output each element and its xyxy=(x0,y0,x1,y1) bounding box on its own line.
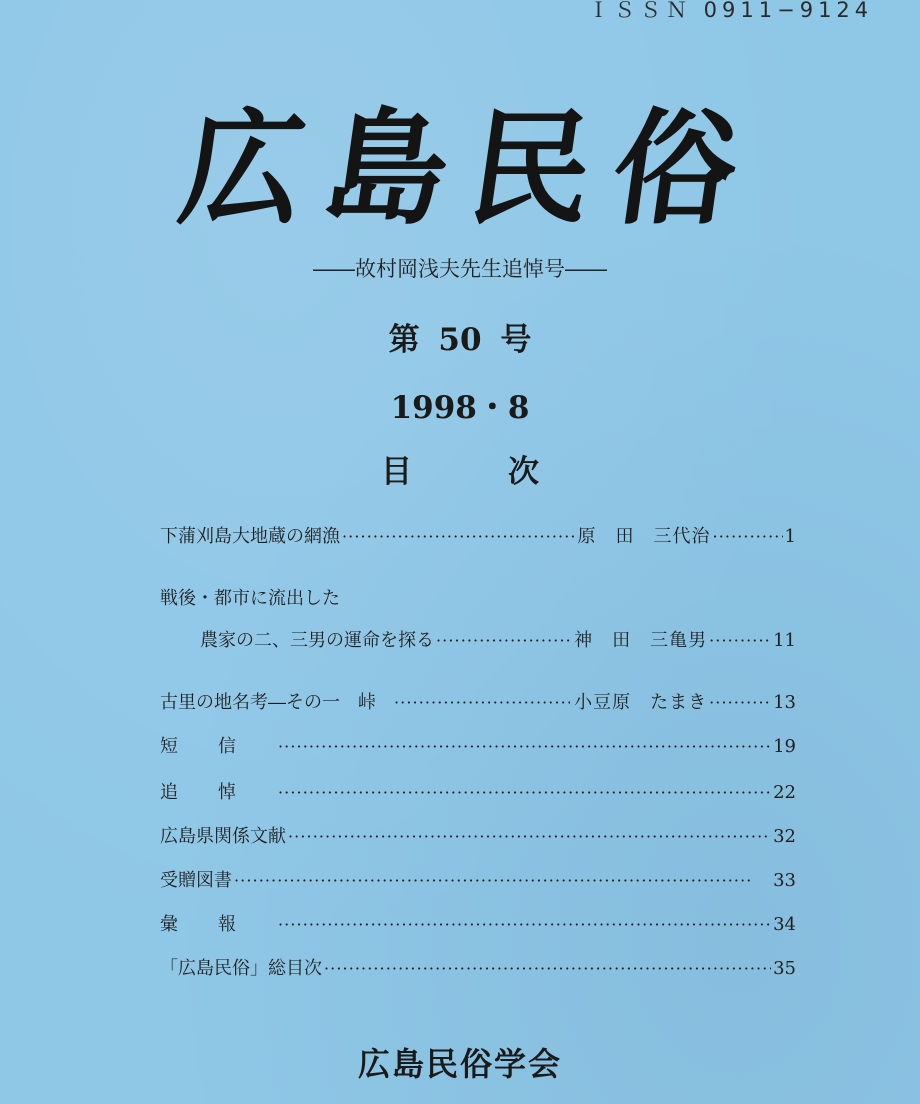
toc-entry-title: 古里の地名考―その一 峠 xyxy=(160,692,376,713)
toc-entry-title: 追悼 xyxy=(160,782,276,803)
toc-entry-page: 33 xyxy=(773,870,796,891)
toc-entry-title: 受贈図書 xyxy=(160,870,232,891)
issue-number: 第 50 号 xyxy=(388,322,532,358)
toc-leader-dots xyxy=(709,624,771,658)
toc-entry-title: 短信 xyxy=(160,736,276,757)
toc-entry xyxy=(160,730,796,764)
toc-entry-title: 農家の二、三男の運命を探る xyxy=(200,630,434,651)
toc-entry-page: 32 xyxy=(773,826,796,847)
toc-entry-author: 小豆原 たまき xyxy=(574,692,708,713)
toc-leader-dots xyxy=(436,624,570,658)
toc-leader-dots xyxy=(324,952,771,986)
toc-entry-page: 13 xyxy=(773,692,796,713)
toc-entry xyxy=(160,820,796,854)
toc-entry xyxy=(160,864,796,898)
toc-entry-title: 広島県関係文献 xyxy=(160,826,286,847)
toc-entry xyxy=(160,520,796,554)
toc-entry xyxy=(160,582,796,616)
toc-leader-dots xyxy=(713,520,783,554)
toc-entry-page: 22 xyxy=(773,782,796,803)
toc-entry xyxy=(160,776,796,810)
journal-title: 広島民俗 xyxy=(171,94,769,242)
toc-leader-dots xyxy=(394,686,570,720)
toc-leader-dots xyxy=(288,820,771,854)
toc-leader-dots xyxy=(278,908,771,942)
toc-entry-author: 神 田 三亀男 xyxy=(574,630,708,651)
toc-entry-title: 戦後・都市に流出した xyxy=(160,588,340,609)
toc-entry-title: 「広島民俗」総目次 xyxy=(160,958,322,979)
toc-entry xyxy=(160,952,796,986)
toc-entry-page: 34 xyxy=(773,914,796,935)
issue-subtitle: ――故村岡浅夫先生追悼号―― xyxy=(313,257,607,281)
toc-entry-title: 彙報 xyxy=(160,914,276,935)
toc-entry-author: 原 田 三代治 xyxy=(577,526,711,547)
toc-entry-page: 19 xyxy=(773,736,796,757)
toc-entry xyxy=(160,908,796,942)
toc-entry-page: 35 xyxy=(773,958,796,979)
toc-entry-title: 下蒲刈島大地蔵の網漁 xyxy=(160,526,340,547)
toc-leader-dots xyxy=(709,686,771,720)
issue-date: 1998・8 xyxy=(390,390,530,426)
toc-entry-page: 1 xyxy=(784,526,796,547)
toc-leader-dots xyxy=(278,776,771,810)
toc-leader-dots xyxy=(342,520,574,554)
toc-entry xyxy=(160,624,796,658)
issn-number: ＩＳＳＮ 0911−9124 xyxy=(588,0,874,22)
publisher-name: 広島民俗学会 xyxy=(357,1045,562,1083)
toc-heading: 目次 xyxy=(381,454,635,490)
toc-leader-dots xyxy=(234,864,771,898)
toc-entry xyxy=(160,686,796,720)
toc-leader-dots xyxy=(278,730,771,764)
toc-entry-page: 11 xyxy=(773,630,796,651)
